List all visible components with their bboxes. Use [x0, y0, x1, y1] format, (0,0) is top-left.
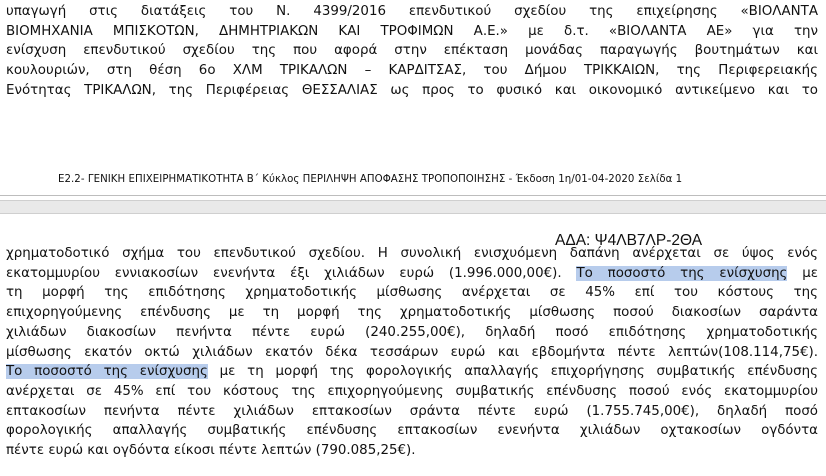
text-line: επτακοσίων πενήντα πέντε χιλιάδων επτακοσίων σράντα πέντε ευρώ (1.755.745,00€), δηλαδή ποσό [6, 403, 818, 419]
text-line [6, 264, 818, 284]
text-line: τη μορφή της επιδότησης χρηματοδοτικής μίσθωσης ανέρχεται σε 45% επί του κόστους της [6, 285, 818, 301]
text-line: ΒΙΟΜΗΧΑΝΙΑ ΜΠΙΣΚΟΤΩΝ, ΔΗΜΗΤΡΙΑΚΩΝ ΚΑΙ ΤΡΟΦΙΜΩΝ Α.Ε.» με δ.τ. «ΒΙΟΛΑΝΤΑ ΑΕ» για την [6, 23, 818, 39]
text-segment: με τη μορφή της φορολογικής απαλλαγής επιχορήγησης συμβατικής επένδυσης [207, 364, 818, 380]
text-line: κουλουριών, στη θέση 6ο ΧΛΜ ΤΡΙΚΑΛΩΝ – ΚΑΡΔΙΤΣΑΣ, του Δήμου ΤΡΙΚΚΑΙΩΝ, της Περιφερειακής [6, 63, 818, 79]
text-line: φορολογικής απαλλαγής συμβατικής επένδυσης επτακοσίων ενενήντα χιλιάδων οχτακοσίων ογδόντα [6, 423, 818, 439]
document-page-2 [0, 214, 826, 476]
page-1-paragraph [6, 2, 818, 101]
text-line: χιλιάδων διακοσίων πενήντα πέντε ευρώ (240.255,00€), δηλαδή ποσό επιδότησης χρηματοδοτικής [6, 324, 818, 340]
text-line [6, 362, 818, 382]
text-line: επιχορηγούμενης επένδυσης με τη μορφή της χρηματοδοτικής μίσθωσης ποσού διακοσίων σαράντα [6, 305, 818, 321]
page-2-paragraph [6, 244, 818, 461]
text-line: χρηματοδοτικό σχήμα του επενδυτικού σχεδίου. Η συνολική ενισχυόμενη δαπάνη ανέρχεται σε ύψος ενός [6, 246, 818, 261]
text-line: Ενότητας ΤΡΙΚΑΛΩΝ, της Περιφέρειας ΘΕΣΣΑΛΙΑΣ ως προς το φυσικό και οικονομικό αντικείμενο και το [6, 82, 818, 98]
page-edge-divider [0, 195, 826, 196]
search-highlight[interactable]: Το ποσοστό της ενίσχυσης [6, 364, 208, 380]
ada-code: ΑΔΑ: Ψ4ΛΒ7ΛΡ-2ΘΑ [555, 232, 703, 249]
search-highlight[interactable]: Το ποσοστό της ενίσχυσης [576, 265, 788, 281]
text-line: μίσθωσης εκατόν οκτώ χιλιάδων εκατόν δέκα τεσσάρων ευρώ και εβδομήντα πέντε λεπτών(108.114,75€). [6, 344, 818, 360]
page-separator [0, 200, 826, 214]
page-footer: Ε2.2- ΓΕΝΙΚΗ ΕΠΙΧΕΙΡΗΜΑΤΙΚΟΤΗΤΑ Β΄ Κύκλος ΠΕΡΙΛΗΨΗ ΑΠΟΦΑΣΗΣ ΤΡΟΠΟΠΟΙΗΣΗΣ - Έκδοση 1η/01-04-2020 Σελίδα 1 [58, 174, 683, 185]
text-line: ανέρχεται σε 45% επί του κόστους της επιχορηγούμενης συμβατικής επένδυσης ποσού ενός εκατομμυρίου [6, 383, 818, 399]
text-line: υπαγωγή στις διατάξεις του Ν. 4399/2016 επενδυτικού σχεδίου της επιχείρησης «ΒΙΟΛΑΝΤΑ [6, 4, 818, 19]
text-segment: με [787, 265, 818, 281]
document-page-1 [0, 0, 826, 200]
text-line: ενίσχυση επενδυτικού σχεδίου της που αφορά στην επέκταση μονάδας παραγωγής βουτημάτων και [6, 43, 818, 59]
text-line: πέντε ευρώ και ογδόντα είκοσι πέντε λεπτών (790.085,25€). [6, 443, 416, 459]
text-segment: εκατομμυρίου εννιακοσίων ενενήντα έξι χιλιάδων ευρώ (1.996.000,00€). [6, 265, 577, 281]
